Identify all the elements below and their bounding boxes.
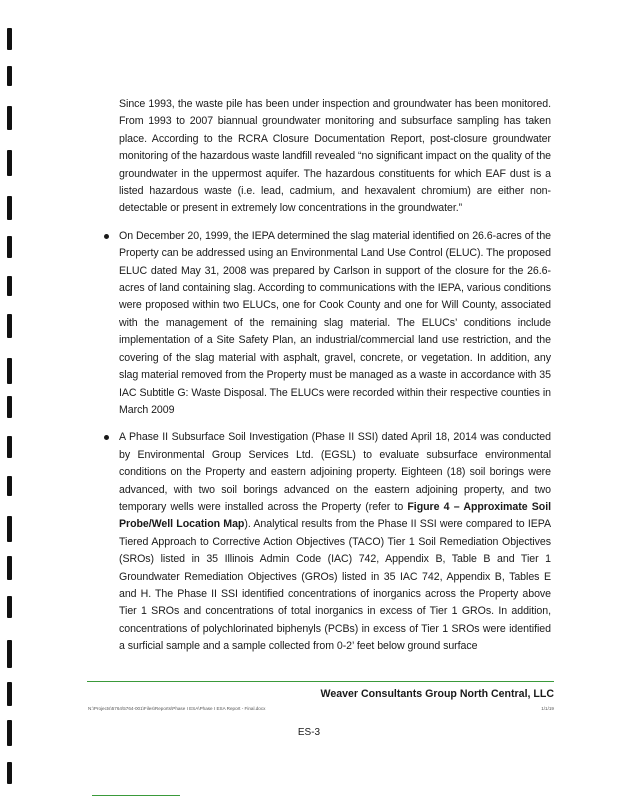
bullet-icon [104,435,109,440]
bullet-icon [104,234,109,239]
binding-hole-mark [7,358,12,384]
binding-hole-mark [7,436,12,458]
bullet-text-eluc: On December 20, 1999, the IEPA determined the slag material identified on 26.6-acres of the Property can be addressed using an Environmental Land Use Control (ELUC). The proposed ELUC dated May 31, 2008 was prepared by Carlson in support of the closure for the 26.6-acres of land containing slag. According to communications with the IEPA, various conditions were proposed within two ELUCs, one for Cook County and one for Will County, associated with the management of the remaining slag material. The ELUCs’ conditions include implementation of a Site Safety Plan, an industrial/commercial land use restriction, and the covering of the slag material with asphalt, gravel, concrete, or vegetation. In addition, any slag material removed from the Property must be managed as a waste in accordance with 35 IAC Subtitle G: Waste Disposal. The ELUCs were recorded within their respective counties in March 2009 [119,229,551,416]
company-name: Weaver Consultants Group North Central, LLC [320,688,554,700]
file-path: N:\Projects\5764\5764-001\Files\Reports\Phase I ESA\Phase I ESA Report - Final.docx [88,706,266,711]
binding-hole-mark [7,150,12,176]
phase2-text-start: A Phase II Subsurface Soil Investigation (Phase II SSI) dated April 18, 2014 was conducted by Environmental Group Services Ltd. (EGSL) to evaluate subsurface environmental conditions on the Property and eastern adjoining property. Eighteen (18) soil borings were advanced, with two soil borings advanced on the eastern adjoining property, and two temporary wells were installed across the Property (refer to [119,431,551,513]
binding-hole-mark [7,682,12,706]
footer-date: 1/1/19 [541,706,554,711]
binding-hole-mark [7,556,12,580]
binding-hole-mark [7,66,12,86]
bottom-divider [92,795,180,796]
binding-hole-mark [7,476,12,496]
binding-hole-mark [7,28,12,50]
binding-hole-marks [7,0,13,800]
footer-divider [87,681,554,682]
binding-hole-mark [7,196,12,220]
binding-hole-mark [7,596,12,618]
bullet-text-phase2 [119,429,551,655]
binding-hole-mark [7,106,12,130]
intro-paragraph: Since 1993, the waste pile has been under inspection and groundwater has been monitored. From 1993 to 2007 biannual groundwater monitoring and subsurface sampling has taken place. According to the RCRA Closure Documentation Report, post-closure groundwater monitoring of the hazardous waste landfill revealed “no significant impact on the quality of the groundwater in the uppermost aquifer. The hazardous constituents for which EAF dust is a listed hazardous waste (i.e. lead, cadmium, and hexavalent chromium) are either non-detectable or present in extremely low concentrations in the groundwater.” [119,98,551,215]
binding-hole-mark [7,762,12,784]
document-body [119,96,551,656]
binding-hole-mark [7,236,12,258]
page-number: ES-3 [297,727,321,738]
binding-hole-mark [7,516,12,542]
binding-hole-mark [7,314,12,338]
binding-hole-mark [7,396,12,418]
binding-hole-mark [7,640,12,668]
binding-hole-mark [7,276,12,296]
list-item [119,429,551,655]
phase2-text-end: ). Analytical results from the Phase II SSI were compared to IEPA Tiered Approach to Corrective Action Objectives (TACO) Tier 1 Soil Remediation Objectives (SROs) listed in 35 Illinois Admin Code (IAC) 742, Appendix B, Table B and Tier 1 Groundwater Remediation Objectives (GROs) listed in 35 IAC 742, Appendix B, Tables E and H. The Phase II SSI identified concentrations of inorganics across the Property above Tier 1 SROs and concentrations of total inorganics in excess of Tier 1 GROs. In addition, concentrations of polychlorinated biphenyls (PCBs) in excess of Tier 1 SROs were identified a surficial sample and a sample collected from 0-2’ feet below ground surface [119,518,551,653]
figure-reference: Figure 4 – Approximate Soil Probe/Well Location Map [119,500,551,531]
list-item [119,228,551,419]
